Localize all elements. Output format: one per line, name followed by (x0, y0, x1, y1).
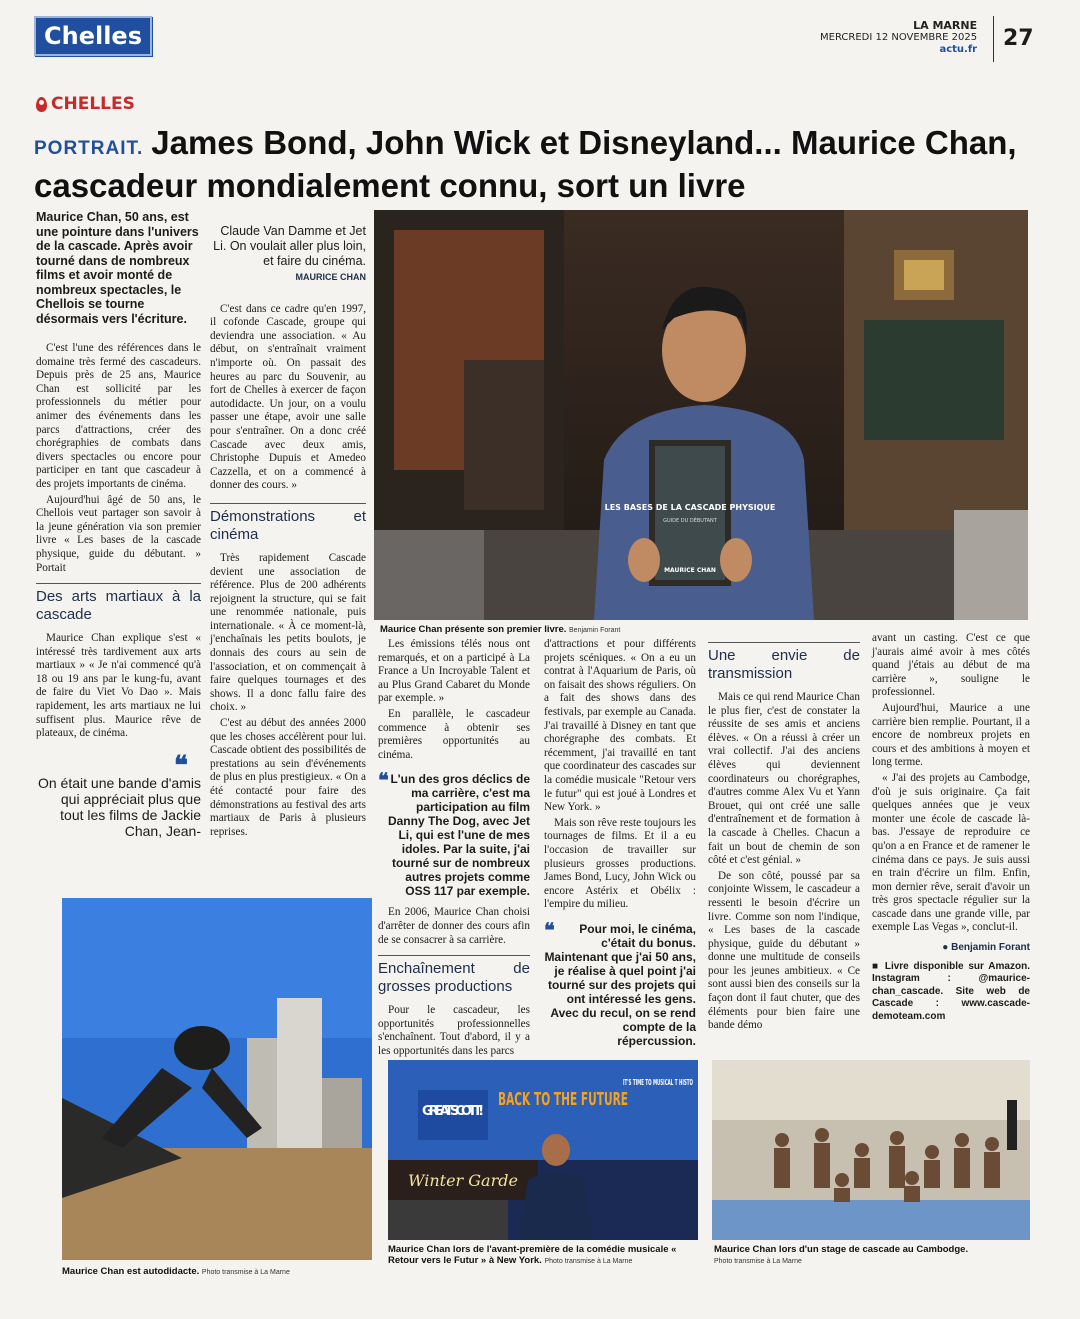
photo-credit: Photo transmise à La Marne (544, 1258, 633, 1265)
column-6 (872, 632, 1030, 1025)
photo-credit: Photo transmise à La Marne (714, 1258, 802, 1265)
page-number: 27 (1003, 26, 1034, 51)
subheading: Une envie de transmission (708, 642, 860, 683)
subheading: Enchaînement de grosses productions (378, 955, 530, 996)
subheading: Démonstrations et cinéma (210, 503, 366, 544)
paragraph: Maurice Chan explique s'est « intéressé très tardivement aux arts martiaux » « Je n'ai commencé qu'à 18 ou 19 ans par le kung-fu, avant de faire du Viet Vo Dao ». Mais rapidement, les arts martiaux ne lui suffisent plus. Maurice rêve de plateaux, de cinéma. (36, 632, 201, 740)
caption-text: Maurice Chan présente son premier livre. (380, 624, 567, 635)
photo-cambodge (712, 1060, 1030, 1240)
column-4 (544, 638, 696, 1048)
paragraph: avant un casting. C'est ce que j'aurais aimé avoir à mes côtés quand j'étais au début de ma carrière », souligne le professionnel. (872, 632, 1030, 699)
pull-quote: On était une bande d'amis qui appréciait plus que tout les films de Jackie Chan, Jean- (37, 774, 201, 839)
paragraph: En 2006, Maurice Chan choisi d'arrêter de donner des cours afin de se consacrer à sa carrière. (378, 906, 530, 946)
quote-icon: ❝ (378, 770, 389, 793)
location-text: CHELLES (51, 94, 135, 114)
quote-icon: ❝ (544, 919, 555, 942)
caption-text: Maurice Chan lors de l'avant-première de la comédie musicale « Retour vers le Futur » à New York. (388, 1244, 677, 1266)
headline-kicker: PORTRAIT. (34, 138, 144, 159)
paragraph: Aujourd'hui âgé de 50 ans, le Chellois veut partager son savoir à la jeune génération via son premier livre « Les bases de la cascade physique, guide du débutant. » Portait (36, 493, 201, 574)
author-name: Benjamin Forant (951, 942, 1030, 954)
column-2 (210, 224, 366, 841)
pull-quote (378, 772, 530, 898)
pull-quote-text: L'un des gros déclics de ma carrière, c'est ma participation au film Danny The Dog, avec Jet Li, qui est l'une de mes idoles. Par la suite, j'ai tourné sur de nombreux autres projets comme OSS 117 par exemple. (387, 772, 530, 899)
paragraph: « J'ai des projets au Cambodge, d'où je suis originaire. Ça fait quelques années que je veux monter une école de cascade là-bas. J'essaye de reproduire ce qu'on a en France et de ramener le cinéma dans ce pays. Je suis aussi en train d'écrire un film. Enfin, mon dernier rêve, serait d'avoir un très gros spectacle régulier sur la cascade dans une grande ville, par exemple Las Vegas », conclut-il. (872, 771, 1030, 934)
sign-back-to-the-future: BACK TO THE FUTURE (498, 1089, 628, 1110)
paragraph: De son côté, poussé par sa conjointe Wissem, le cascadeur a ressenti le besoin d'écrire un livre. Comme son nom l'indique, « Les bases de la cascade physique, guide du débutant » donne une multitude de conseils pour les jeunes ambitieux. « Ce sont aussi bien des conseils sur la façon dont il faut chuter, que des éléments pour bien faire une bande démo (708, 869, 860, 1032)
pull-quote (544, 919, 696, 1048)
caption-text: Maurice Chan est autodidacte. (62, 1266, 200, 1277)
pull-quote-end: Claude Van Damme et Jet Li. On voulait aller plus loin, et faire du cinéma. (213, 224, 366, 268)
book-info: ■ Livre disponible sur Amazon. Instagram : @maurice-chan_cascade. Site web de Cascade : www.cascade-demoteam.com (872, 960, 1030, 1022)
headline (34, 124, 1034, 204)
photo-autodidacte (62, 898, 372, 1260)
column-5 (708, 638, 860, 1035)
quote-signature: MAURICE CHAN (295, 272, 366, 282)
location-label (36, 94, 135, 114)
paragraph: C'est dans ce cadre qu'en 1997, il cofonde Cascade, groupe qui deviendra une association. « Au début, on s'entraînait vraiment n'importe où. On passait des heures au parc du Souvenir, au fort de Chelles à exercer de façon autodidacte. Un jour, on a voulu passer une étape, avoir une salle pour s'entraîner. On a donc créé Cascade avec deux amis, Christophe Dupuis et Amedeo Cazzella, et on a commencé à donner des cours. » (210, 302, 366, 492)
column-1 (36, 210, 201, 839)
paragraph: d'attractions et pour différents projets scéniques. « On a eu un contrat à l'Aquarium de Paris, où on faisait des shows réguliers. On a fait des shows dans des festivals, par exemple au Canada. J'ai travaillé à Disney en tant que chorégraphe des combats. Et récemment, j'ai travaillé en tant que coordinateur des cascades sur la comédie musicale "Retour vers le futur" qui est joué à Londres et New York. » (544, 638, 696, 814)
issue-date: MERCREDI 12 NOVEMBRE 2025 (820, 32, 978, 43)
map-pin-icon (36, 97, 47, 112)
photo-new-york (388, 1060, 698, 1240)
sign-musical: IT'S TIME TO MUSICAL T HISTO (623, 1078, 694, 1087)
quote-icon: ❝ (174, 750, 188, 780)
paragraph: C'est au début des années 2000 que les choses accélèrent pour lui. Cascade obtient des possibilités de prestations au sein d'événements de plus en plus prestigieux. « On a été contacté pour faire des démonstrations au festival des arts martiaux de Paris à plusieurs reprises. (210, 717, 366, 838)
book-subtitle: GUIDE DU DÉBUTANT (663, 518, 717, 524)
book-info-text: Livre disponible sur Amazon. Instagram : @maurice-chan_cascade. Site web de Cascade : www.cascade-demoteam.com (872, 960, 1030, 1022)
section-tag: Chelles (34, 16, 152, 56)
paragraph: Pour le cascadeur, les opportunités professionnelles s'enchaînent. Tout d'abord, il y a les opportunités dans les parcs (378, 1004, 530, 1057)
sign-winter-garden: Winter Garde (408, 1171, 518, 1190)
paragraph: Mais son rêve reste toujours les tournages de films. Et il a eu l'occasion de travailler sur plusieurs grosses productions. James Bond, Lucy, John Wick ou encore Astérix et Obélix : l'empire du milieu. (544, 816, 696, 911)
header-divider (993, 16, 994, 62)
paragraph: Très rapidement Cascade devient une association de référence. Plus de 200 adhérents rejoignent la structure, qui se fait une renommée nationale, puis internationale. « À ce moment-là, j'enchaînais les petits boulots, je donnais des cours au sein de l'association, et on commençait à faire quelques tournages et des shows. Il a donc fallu faire des choix. » (210, 551, 366, 714)
article-lead: Maurice Chan, 50 ans, est une pointure dans l'univers de la cascade. Après avoir tourné dans de nombreux films et avoir monté de nombreux spectacles, le Chellois se tourne désormais vers l'écriture. (36, 210, 199, 326)
site-name: actu.fr (939, 44, 978, 55)
column-3 (378, 638, 530, 1061)
pull-quote-text: Pour moi, le cinéma, c'était du bonus. Maintenant que j'ai 50 ans, je réalise à quel point j'ai tourné sur des projets qui ont intéressé les gens. Avec du recul, on se rend compte de la répercussion. (544, 921, 696, 1048)
photo-credit: Benjamin Forant (569, 627, 621, 634)
photo-autodidacte-caption (62, 1266, 372, 1277)
masthead (820, 20, 977, 56)
paragraph: Les émissions télés nous ont remarqués, et on a participé à La France a Un Incroyable Talent et au Plus Grand Cabaret du Monde par exemple. » (378, 638, 530, 705)
sign-great-scott: GREAT SCOTT! (422, 1104, 484, 1119)
paper-name: LA MARNE (913, 19, 978, 32)
paragraph: C'est l'une des références dans le domaine très fermé des cascadeurs. Depuis près de 25 ans, Maurice Chan est sollicité par les professionnels du métier pour animer des événements dans les parcs d'attractions, créer des chorégraphies de combats dans divers spectacles ou encore pour participer en tant que cascadeur à des projets importants de cinéma. (36, 342, 201, 490)
caption-text: Maurice Chan lors d'un stage de cascade au Cambodge. (714, 1244, 969, 1255)
book-title: LES BASES DE LA CASCADE PHYSIQUE (604, 503, 776, 512)
paragraph: En parallèle, le cascadeur commence à obtenir ses premières opportunités au cinéma. (378, 707, 530, 761)
paragraph: Aujourd'hui, Maurice a une carrière bien remplie. Pourtant, il a encore de nombreux projets en cours et des ambitions à moyen et long terme. (872, 701, 1030, 769)
photo-cambodge-caption (714, 1244, 1032, 1266)
photo-new-york-caption (388, 1244, 698, 1266)
photo-credit: Photo transmise à La Marne (201, 1269, 290, 1276)
author-byline: ● Benjamin Forant (942, 942, 1030, 954)
main-photo (374, 210, 1028, 620)
subheading: Des arts martiaux à la cascade (36, 583, 201, 624)
headline-text: James Bond, John Wick et Disneyland... Maurice Chan, cascadeur mondialement connu, sort un livre (34, 124, 1017, 204)
paragraph: Mais ce qui rend Maurice Chan le plus fier, c'est de constater la réussite de ses amis et anciens élèves. « On a réussi à créer un vrai collectif. J'ai des anciens élèves qui deviennent coordinateurs ou chorégraphes, d'autres comme Alex Vu et Yann Brouet, qui ont créé une salle d'entraînement et de formation à la cascade à Chelles. Chacun a fait un bout de chemin de son côté et c'est génial. » (708, 691, 860, 867)
book-author: MAURICE CHAN (664, 567, 716, 574)
